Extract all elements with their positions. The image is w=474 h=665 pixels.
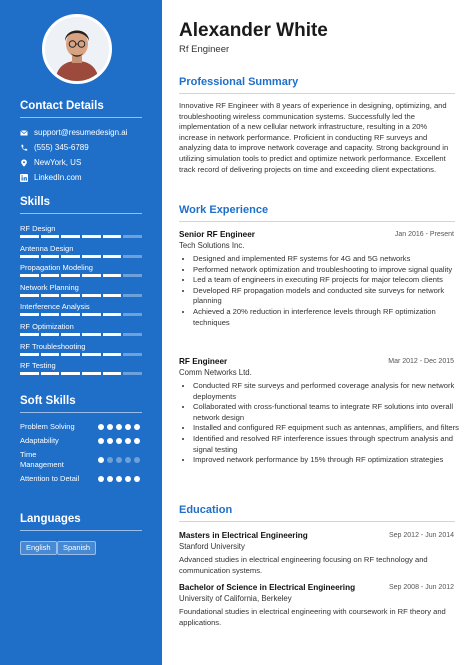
skill-label: Propagation Modeling — [20, 263, 93, 272]
skill-level-segment — [123, 372, 142, 375]
skill-level-segment — [103, 274, 122, 277]
contact-email[interactable] — [20, 128, 128, 137]
degree-description: Foundational studies in electrical engineering with coursework in RF theory and applications. — [179, 607, 446, 627]
skill-level-segment — [41, 353, 60, 356]
degree-title: Bachelor of Science in Electrical Engineering — [179, 583, 356, 592]
job-bullet: • Collaborated with cross-functional teams to integrate RF solutions into overall network design — [193, 402, 463, 423]
skill-level-segment — [123, 255, 142, 258]
summary-heading: Professional Summary — [179, 76, 299, 88]
school-name: Stanford University — [179, 542, 245, 551]
skill-level-segment — [20, 235, 39, 238]
experience-divider — [179, 221, 455, 222]
job-bullet: • Identified and resolved RF interference issues through spectrum analysis and signal testing — [193, 434, 463, 455]
rating-dot — [134, 424, 140, 430]
soft-skill-label: Attention to Detail — [20, 474, 80, 483]
skill-level-segment — [82, 294, 101, 297]
school-name: University of California, Berkeley — [179, 594, 292, 603]
skill-level-bar — [20, 274, 142, 277]
summary-divider — [179, 93, 455, 94]
degree-description: Advanced studies in electrical engineering focusing on RF technology and communication systems. — [179, 555, 428, 575]
skill-level-segment — [61, 294, 80, 297]
skill-level-segment — [82, 372, 101, 375]
job-bullet: • Developed RF propagation models and conducted site surveys for network planning — [193, 286, 463, 307]
skills-heading: Skills — [20, 196, 51, 208]
email-icon — [20, 129, 28, 137]
soft-skill-rating — [98, 424, 140, 430]
skill-level-segment — [41, 274, 60, 277]
skill-label: RF Testing — [20, 361, 56, 370]
skill-level-bar — [20, 333, 142, 336]
soft-skill-label: Problem Solving — [20, 422, 75, 431]
skill-level-segment — [20, 372, 39, 375]
contact-location-text: NewYork, US — [34, 158, 82, 167]
job-title: Senior RF Engineer — [179, 230, 255, 239]
skill-label: RF Design — [20, 224, 56, 233]
education-heading: Education — [179, 504, 233, 516]
skill-level-segment — [41, 294, 60, 297]
languages-divider — [20, 530, 142, 531]
contact-email-text: support@resumedesign.ai — [34, 128, 128, 137]
degree-dates: Sep 2012 - Jun 2014 — [389, 532, 454, 539]
skill-level-segment — [123, 333, 142, 336]
skill-level-segment — [82, 313, 101, 316]
rating-dot — [98, 424, 104, 430]
skill-label: Network Planning — [20, 283, 79, 292]
degree-dates: Sep 2008 - Jun 2012 — [389, 584, 454, 591]
skills-divider — [20, 213, 142, 214]
skill-level-segment — [20, 274, 39, 277]
skill-level-segment — [103, 313, 122, 316]
skill-level-segment — [103, 353, 122, 356]
skill-level-segment — [123, 294, 142, 297]
skill-level-segment — [103, 294, 122, 297]
skill-level-segment — [20, 294, 39, 297]
job-bullet: • Performed network optimization and troubleshooting to improve signal quality — [193, 265, 463, 276]
skill-level-segment — [61, 255, 80, 258]
job-bullet: • Installed and configured RF equipment such as antennas, amplifiers, and filters — [193, 423, 463, 434]
skill-level-bar — [20, 313, 142, 316]
job-dates: Jan 2016 - Present — [394, 231, 454, 238]
skill-level-segment — [20, 255, 39, 258]
rating-dot — [107, 457, 113, 463]
skill-level-segment — [123, 235, 142, 238]
skill-label: RF Troubleshooting — [20, 342, 86, 351]
rating-dot — [125, 457, 131, 463]
contact-linkedin-text: LinkedIn.com — [34, 173, 82, 182]
skill-level-segment — [20, 313, 39, 316]
degree-title: Masters in Electrical Engineering — [179, 531, 308, 540]
contact-phone[interactable] — [20, 143, 89, 152]
rating-dot — [125, 438, 131, 444]
skill-level-segment — [41, 372, 60, 375]
rating-dot — [125, 476, 131, 482]
job-bullet: • Improved network performance by 15% through RF optimization strategies — [193, 455, 463, 466]
skill-label: Antenna Design — [20, 244, 74, 253]
job-bullets — [185, 381, 463, 466]
rating-dot — [134, 438, 140, 444]
skill-level-segment — [61, 235, 80, 238]
summary-text: Innovative RF Engineer with 8 years of experience in designing, optimizing, and troubleshooting wireless communication systems. Successfully led the implementation of a new cellular network infrastructure, resulting in a 20% increase in network performance. Proficient in conducting RF surveys and analyzing data to improve network coverage and capacity. Strong background in utilizing simulation tools to predict and optimize network performance. Excellent track record of delivering projects on time and exceeding client expectations. — [179, 101, 449, 174]
rating-dot — [116, 457, 122, 463]
skill-level-segment — [20, 333, 39, 336]
profile-photo — [45, 17, 109, 81]
skill-level-segment — [41, 333, 60, 336]
rating-dot — [134, 476, 140, 482]
language-tag-english: English — [20, 541, 57, 555]
linkedin-icon — [20, 174, 28, 182]
rating-dot — [116, 424, 122, 430]
rating-dot — [107, 476, 113, 482]
rating-dot — [116, 476, 122, 482]
rating-dot — [98, 476, 104, 482]
skill-level-bar — [20, 353, 142, 356]
soft-skill-rating — [98, 438, 140, 444]
soft-skill-label: Adaptability — [20, 436, 59, 445]
language-tag-spanish: Spanish — [57, 541, 96, 555]
skill-level-segment — [61, 333, 80, 336]
job-bullet: • Achieved a 20% reduction in interference levels through RF optimization techniques — [193, 307, 463, 328]
skill-level-bar — [20, 294, 142, 297]
job-bullet: • Designed and implemented RF systems for 4G and 5G networks — [193, 254, 463, 265]
skill-level-segment — [82, 255, 101, 258]
skill-level-segment — [61, 353, 80, 356]
job-company: Comm Networks Ltd. — [179, 368, 252, 377]
soft-skill-rating — [98, 476, 140, 482]
rating-dot — [107, 438, 113, 444]
rating-dot — [134, 457, 140, 463]
skill-level-segment — [41, 235, 60, 238]
skill-level-segment — [61, 372, 80, 375]
job-bullet: • Led a team of engineers in executing RF projects for major telecom clients — [193, 275, 463, 286]
skill-level-bar — [20, 255, 142, 258]
skill-level-segment — [20, 353, 39, 356]
job-dates: Mar 2012 - Dec 2015 — [388, 358, 454, 365]
skill-label: RF Optimization — [20, 322, 74, 331]
skill-level-segment — [103, 235, 122, 238]
skill-level-segment — [41, 255, 60, 258]
skill-level-segment — [103, 255, 122, 258]
candidate-role: Rf Engineer — [179, 44, 230, 55]
soft-skills-divider — [20, 412, 142, 413]
skill-level-segment — [103, 333, 122, 336]
skill-level-segment — [82, 353, 101, 356]
rating-dot — [116, 438, 122, 444]
job-company: Tech Solutions Inc. — [179, 241, 245, 250]
skill-level-segment — [123, 274, 142, 277]
skill-level-segment — [61, 313, 80, 316]
job-bullets — [185, 254, 463, 328]
location-icon — [20, 159, 28, 167]
soft-skill-rating — [98, 457, 140, 463]
skill-level-segment — [41, 313, 60, 316]
skill-label: Interference Analysis — [20, 302, 90, 311]
contact-heading: Contact Details — [20, 100, 104, 112]
rating-dot — [107, 424, 113, 430]
skill-level-segment — [82, 235, 101, 238]
job-bullet: • Conducted RF site surveys and performed coverage analysis for new network deployments — [193, 381, 463, 402]
skill-level-segment — [82, 274, 101, 277]
soft-skills-heading: Soft Skills — [20, 395, 76, 407]
rating-dot — [125, 424, 131, 430]
skill-level-segment — [123, 313, 142, 316]
skill-level-segment — [123, 353, 142, 356]
candidate-name: Alexander White — [179, 20, 328, 41]
skill-level-bar — [20, 372, 142, 375]
contact-linkedin[interactable] — [20, 173, 82, 182]
sidebar — [0, 0, 162, 665]
rating-dot — [98, 457, 104, 463]
skill-level-bar — [20, 235, 142, 238]
education-divider — [179, 521, 455, 522]
contact-phone-text: (555) 345-6789 — [34, 143, 89, 152]
phone-icon — [20, 144, 28, 152]
skill-level-segment — [61, 274, 80, 277]
skill-level-segment — [103, 372, 122, 375]
rating-dot — [98, 438, 104, 444]
contact-location — [20, 158, 81, 167]
experience-heading: Work Experience — [179, 204, 269, 216]
languages-heading: Languages — [20, 513, 81, 525]
skill-level-segment — [82, 333, 101, 336]
contact-divider — [20, 117, 142, 118]
job-title: RF Engineer — [179, 357, 228, 366]
soft-skill-label: Time Management — [20, 450, 64, 469]
avatar — [42, 14, 112, 84]
